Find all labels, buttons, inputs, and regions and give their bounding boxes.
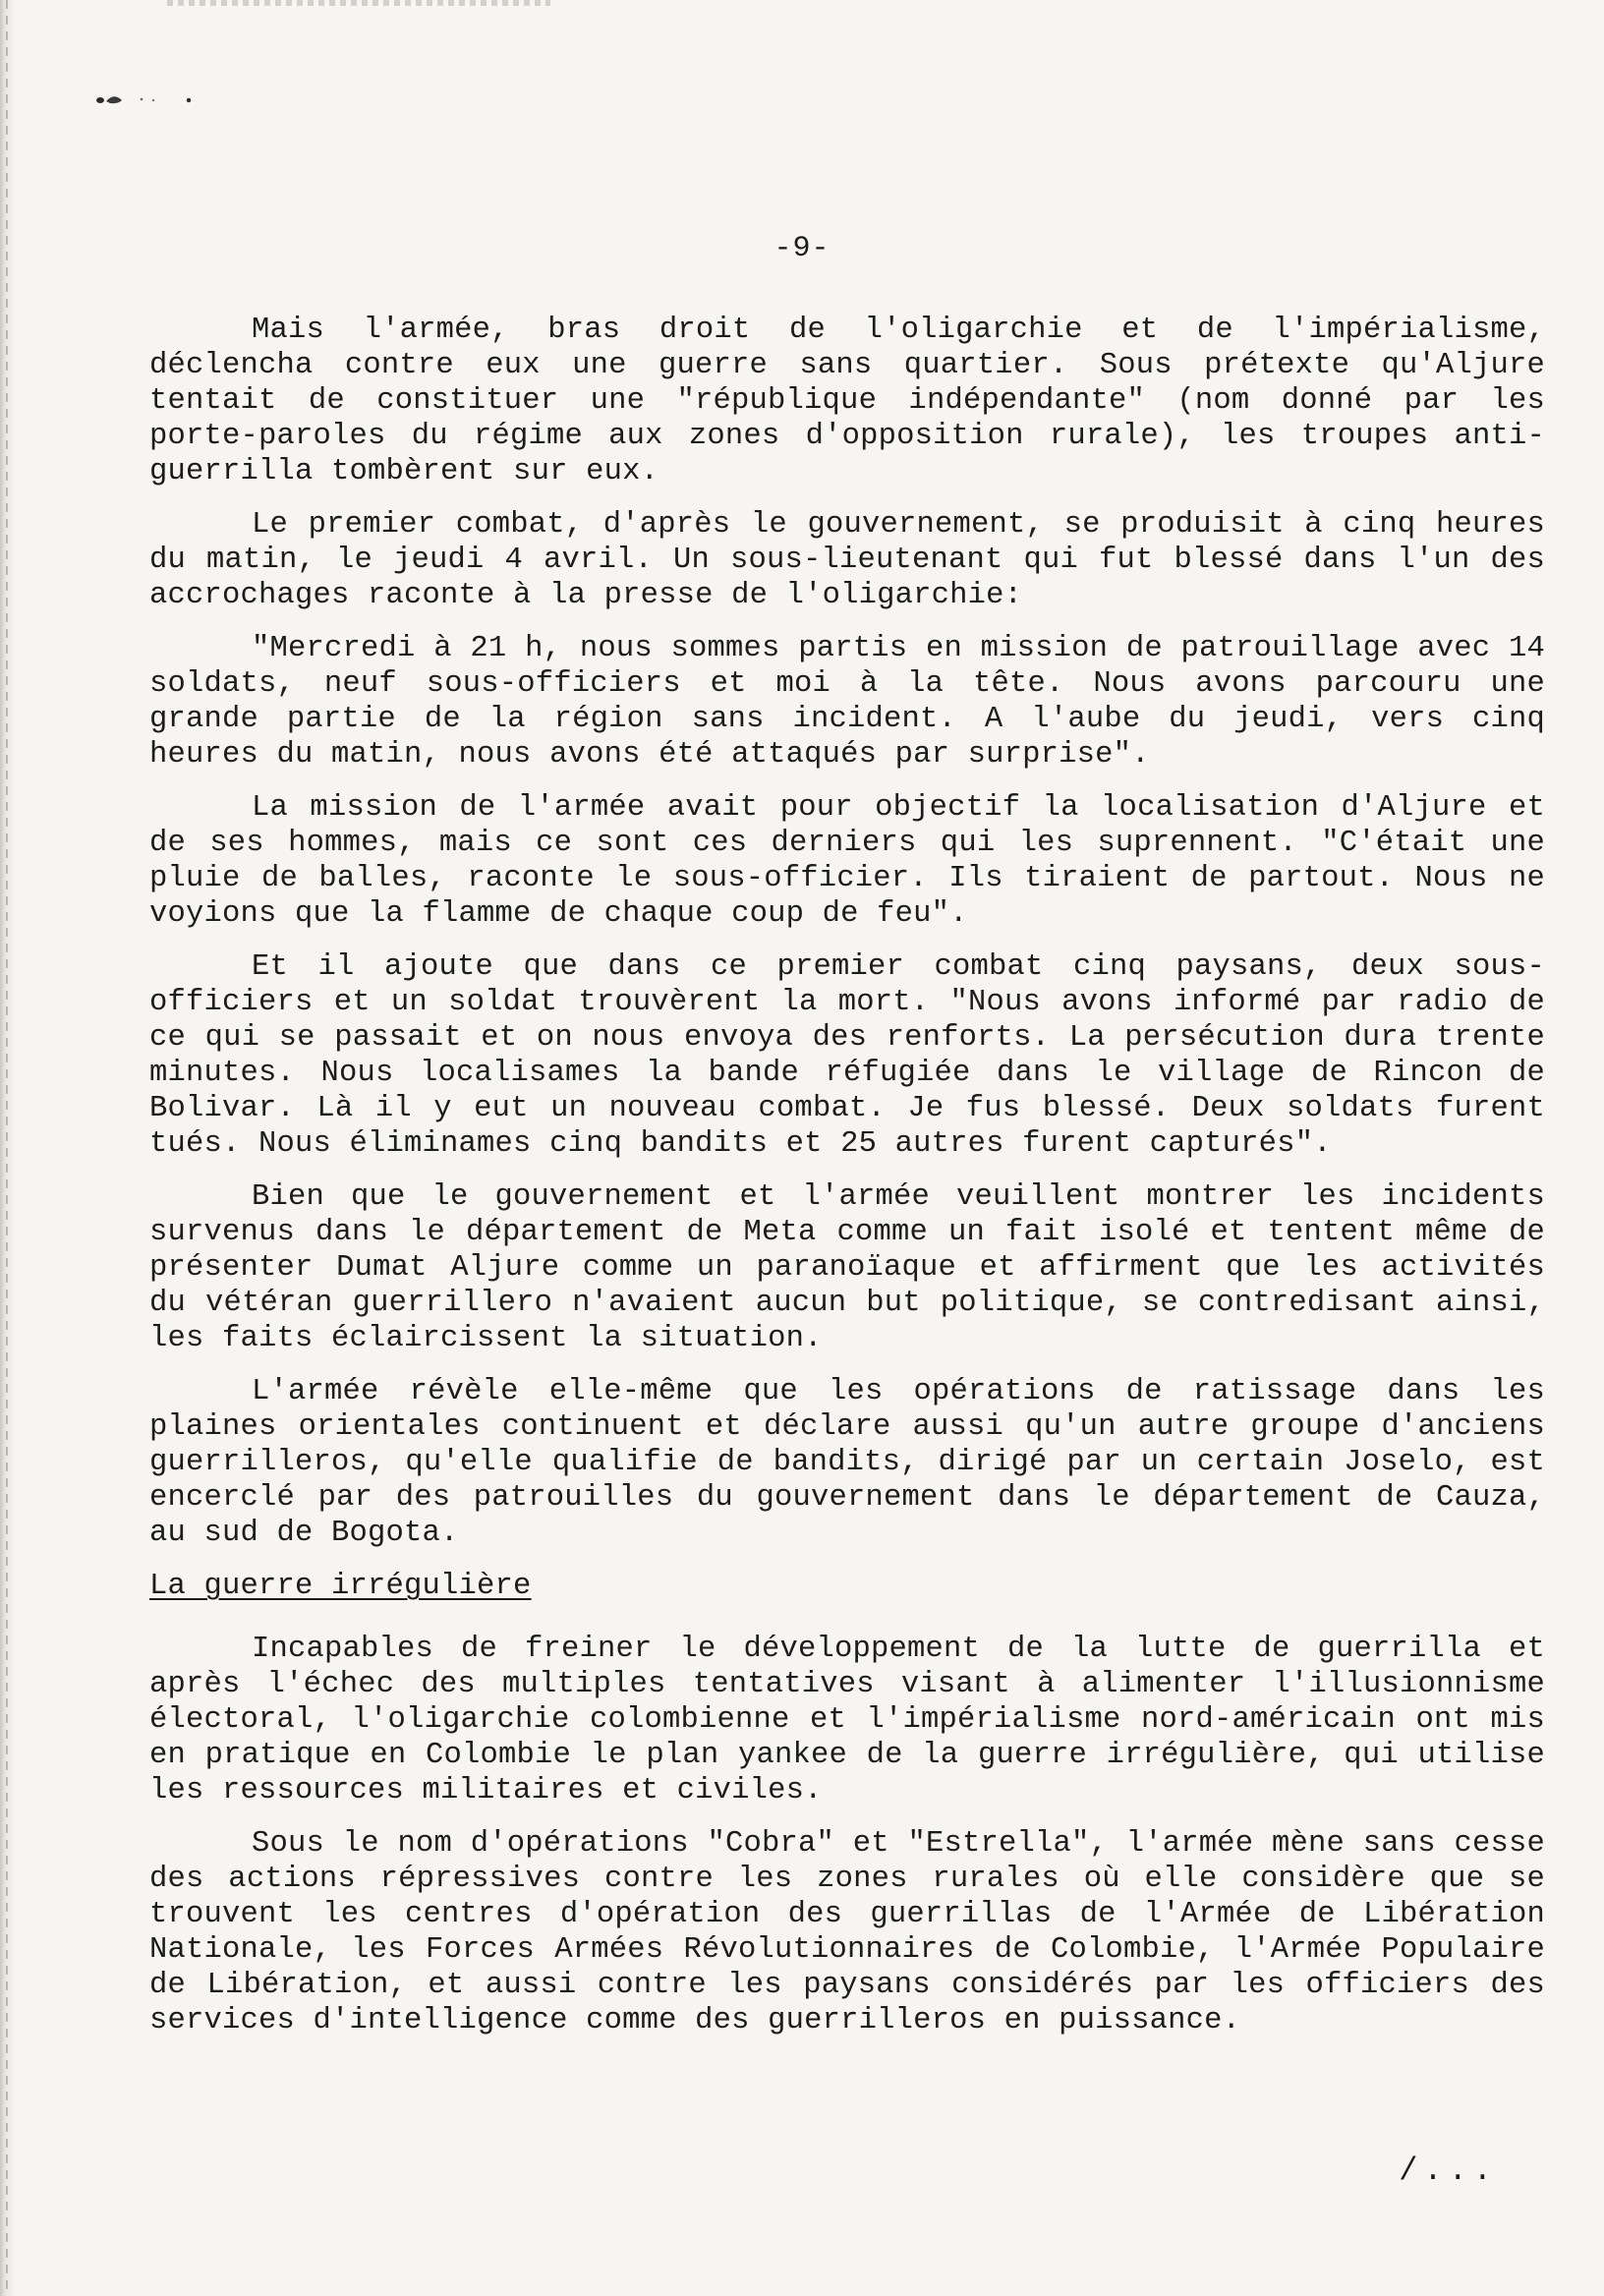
paragraph: Mais l'armée, bras droit de l'oligarchie et de l'impérialisme, déclencha contre eux une guerre sans quartier. Sous prétexte qu'Aljure tentait de constituer une "république indépendante" (nom donné par les porte-paroles du régime aux zones d'opposition rurale), les troupes anti-guerrilla tombèrent sur eux. bbox=[149, 314, 1545, 488]
document-body bbox=[149, 313, 1545, 2056]
paragraph: L'armée révèle elle-même que les opérations de ratissage dans les plaines orientales continuent et déclare aussi qu'un autre groupe d'anciens guerrilleros, qu'elle qualifie de bandits, dirigé par un certain Joselo, est encerclé par des patrouilles du gouvernement dans le département de Cauza, au sud de Bogota. bbox=[149, 1375, 1545, 1550]
paragraph: La mission de l'armée avait pour objectif la localisation d'Aljure et de ses hommes, mais ce sont ces derniers qui les suprennent. "C'était une pluie de balles, raconte le sous-officier. Ils tiraient de partout. Nous ne voyions que la flamme de chaque coup de feu". bbox=[149, 791, 1545, 931]
paragraph: Et il ajoute que dans ce premier combat cinq paysans, deux sous-officiers et un soldat trouvèrent la mort. "Nous avons informé par radio de ce qui se passait et on nous envoya des renforts. La persécution dura trente minutes. Nous localisames la bande réfugiée dans le village de Rincon de Bolivar. Là il y eut un nouveau combat. Je fus blessé. Deux soldats furent tués. Nous éliminames cinq bandits et 25 autres furent capturés". bbox=[149, 950, 1545, 1161]
paragraph: Bien que le gouvernement et l'armée veuillent montrer les incidents survenus dans le département de Meta comme un fait isolé et tentent même de présenter Dumat Aljure comme un paranoïaque et affirment que les activités du vétéran guerrillero n'avaient aucun but politique, se contredisant ainsi, les faits éclaircissent la situation. bbox=[149, 1180, 1545, 1355]
ink-smudge-mark bbox=[90, 88, 199, 112]
paragraph: Sous le nom d'opérations "Cobra" et "Estrella", l'armée mène sans cesse des actions répressives contre les zones rurales où elle considère que se trouvent les centres d'opération des guerrillas de l'Armée de Libération Nationale, les Forces Armées Révolutionnaires de Colombie, l'Armée Populaire de Libération, et aussi contre les paysans considérés par les officiers des services d'intelligence comme des guerrilleros en puissance. bbox=[149, 1827, 1545, 2038]
paragraph: Incapables de freiner le développement de la lutte de guerrilla et après l'échec des multiples tentatives visant à alimenter l'illusionnisme électoral, l'oligarchie colombienne et l'impérialisme nord-américain ont mis en pratique en Colombie le plan yankee de la guerre irrégulière, qui utilise les ressources militaires et civiles. bbox=[149, 1633, 1545, 1808]
quote-paragraph: "Mercredi à 21 h, nous sommes partis en mission de patrouillage avec 14 soldats, neuf sous-officiers et moi à la tête. Nous avons parcouru une grande partie de la région sans incident. A l'aube du jeudi, vers cinq heures du matin, nous avons été attaqués par surprise". bbox=[149, 632, 1545, 772]
section-heading: La guerre irrégulière bbox=[149, 1570, 532, 1603]
paragraph: Le premier combat, d'après le gouvernement, se produisit à cinq heures du matin, le jeudi 4 avril. Un sous-lieutenant qui fut blessé dans l'un des accrochages raconte à la presse de l'oligarchie: bbox=[149, 508, 1545, 612]
continuation-mark: /... bbox=[1399, 2152, 1498, 2189]
page-number: -9- bbox=[773, 232, 831, 265]
top-scan-artifact bbox=[167, 0, 550, 6]
binding-marks bbox=[6, 0, 8, 2296]
